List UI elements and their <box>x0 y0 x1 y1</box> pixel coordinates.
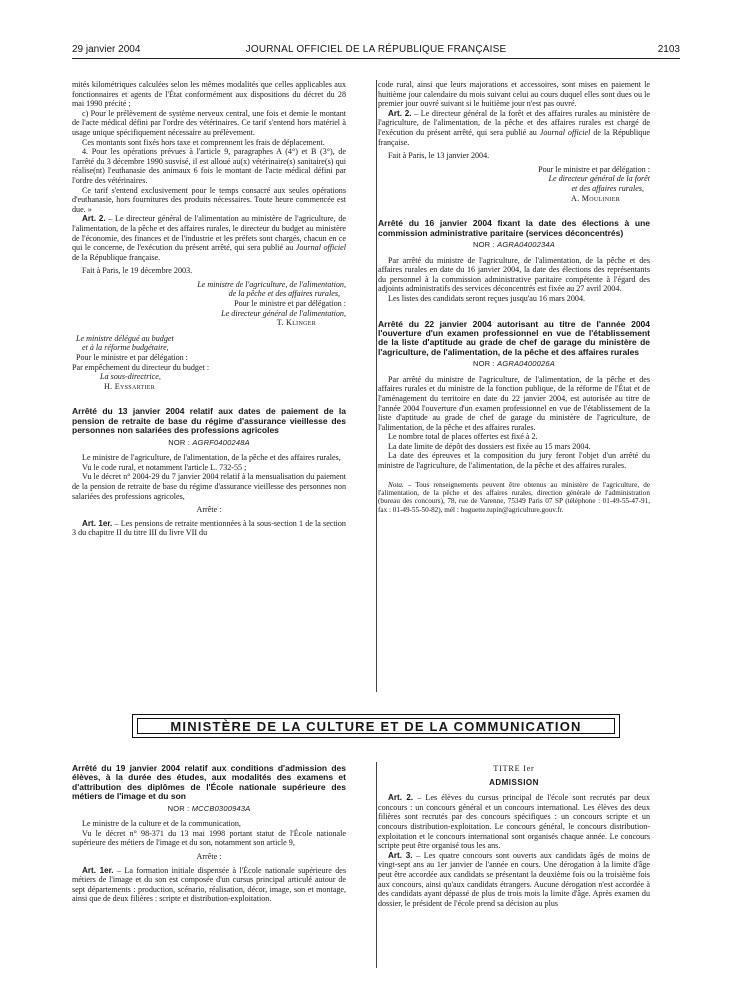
paragraph: Le nombre total de places offertes est fixé à 2. <box>388 432 538 442</box>
signature-line: Le directeur général de l'alimentation, <box>221 308 346 318</box>
running-head <box>72 44 680 58</box>
signature-line: Pour le ministre et par délégation : <box>538 164 650 174</box>
paragraph: 4. Pour les opérations prévues à l'article 9, paragraphes A (4°) et B (3°), de l'arrêté du 3 décembre 1990 susvisé, il est alloué au(x) vétérinaire(s) sanitaire(s) qui réalise(nt) l'euthanasie des animaux 6 fois le montant de l'acte médical défini par l'ordre des vétérinaires. <box>72 147 346 185</box>
date-line: Fait à Paris, le 13 janvier 2004. <box>388 151 490 161</box>
column-4 <box>378 764 650 908</box>
note <box>378 481 650 514</box>
article-text: – Les quatre concours sont ouverts aux candidats âgés de moins de vingt-sept ans au 1er janvier de l'année en cours. Une dérogation à la limite d'âge peut être accordée aux candidats se présentant la deuxième fois ou la troisième fois aux concours, ainsi qu'aux candidats étrangers. Aucune dérogation n'est accordée à des candidats ayant dépassé de plus de trois mois la limite d'âge. Après examen du dossier, le président de l'école prend sa décision au plus <box>378 850 650 908</box>
article-2 <box>378 793 650 851</box>
article-label: Art. 1er. <box>82 518 113 528</box>
signature-line: Par empêchement du directeur du budget : <box>72 362 210 372</box>
ministry-banner <box>132 714 620 738</box>
journal-title: JOURNAL OFFICIEL DE LA RÉPUBLIQUE FRANÇAISE <box>245 44 507 55</box>
note-text: – Tous renseignements peuvent être obtenus au ministère de l'agriculture, de l'alimentation, de la pêche et des affaires rurales, direction générale de l'administration (bureau des concours), 78, rue de Varenne, 75349 Paris 07 SP (téléphone : 01-49-55-47-91, fax : 01-49-55-50-82), mél : huguette.tupin@agriculture.gouv.fr. <box>378 480 650 514</box>
paragraph: Le ministre de l'agriculture, de l'alimentation, de la pêche et des affaires rurales, <box>82 453 341 463</box>
article-text: – Les pensions de retraite mentionnées à la sous-section 1 de la section 3 du chapitre II du titre III du livre VII du <box>72 518 346 538</box>
nor-label: NOR : <box>168 437 193 447</box>
nor-reference <box>378 240 650 250</box>
decree-title: Arrêté du 19 janvier 2004 relatif aux conditions d'admission des élèves, à la durée des études, aux modalités des examens et d'attribution des diplômes de l'École nationale supérieure des métiers de l'image et du son <box>72 763 346 802</box>
column-divider <box>376 762 377 968</box>
signature-line: Le directeur général de la forêt <box>548 174 650 184</box>
arrete-heading: Arrête : <box>196 852 222 861</box>
article-text-end: de la République française. <box>72 252 161 262</box>
paragraph: Vu le décret n° 2004-29 du 7 janvier 2004 relatif à la mensualisation du paiement de la pension de retraite de base du régime d'assurance vieillesse des personnes non salariées des professions agricoles, <box>72 472 346 501</box>
paragraph: c) Pour le prélèvement de système nerveux central, une fois et demie le montant de l'acte médical défini par l'ordre des vétérinaires. Ce tarif s'entend hors matériel à usage unique spécifiquement nécessaire au prélèvement. <box>72 108 346 137</box>
ministry-heading: MINISTÈRE DE LA CULTURE ET DE LA COMMUNICATION <box>170 718 582 734</box>
article-2 <box>378 109 650 147</box>
signature-line: La sous-directrice, <box>100 372 161 382</box>
nor-reference <box>378 359 650 369</box>
paragraph: mités kilométriques calculées selon les mêmes modalités que celles applicables aux fonctionnaires et agents de l'État conformément aux dispositions du décret du 28 mai 1990 précité ; <box>72 80 346 109</box>
paragraph: Par arrêté du ministre de l'agriculture, de l'alimentation, de la pêche et des affaires rurales en date du 16 janvier 2004, la date des élections des représentants du personnel à la commission administrative paritaire compétente à l'égard des adjoints administratifs des services déconcentrés est fixée au 27 avril 2004. <box>378 255 650 294</box>
article-text: – Le directeur général de l'alimentation au ministère de l'agriculture, de l'alimentation, de la pêche et des affaires rurales, le directeur du budget au ministère de l'économie, des finances et de l'industrie et les préfets sont chargés, chacun en ce qui le concerne, de l'exécution du présent arrêté, qui sera publié au <box>72 214 346 253</box>
paragraph: Le ministre de la culture et de la communication, <box>82 819 241 829</box>
paragraph: Ce tarif s'entend exclusivement pour le temps consacré aux seules opérations d'euthanasie, hors fournitures des produits nécessaires. Toute heure commencée est due. » <box>72 185 346 214</box>
article-1 <box>72 866 346 904</box>
note-label: Nota. <box>388 480 404 489</box>
column-1 <box>72 80 346 538</box>
header-rule <box>72 58 680 59</box>
signature-line: Le ministre de l'agriculture, de l'alimentation, <box>197 279 346 289</box>
signature-line: Le ministre délégué au budget <box>76 333 174 343</box>
article-text: – Les élèves du cursus principal de l'école sont recrutés par deux concours : un concours général et un concours international. Les élèves des deux filières sont recrutés par des concours spécifiques : un concours scripte et un concours distribution-exploitation. Le concours général, le concours distribution-exploitation et le concours international sont organisés chaque année. Le concours scripte peut être organisé tous les ans. <box>378 793 650 851</box>
journal-ref: Journal officiel <box>539 127 591 137</box>
banner-inner-frame <box>137 718 615 734</box>
signature-line: de la pêche et des affaires rurales, <box>228 289 340 299</box>
signature-block <box>378 165 650 203</box>
paragraph: Par arrêté du ministre de l'agriculture, de l'alimentation, de la pêche et des affaires rurales et du ministre de la fonction publique, de la réforme de l'État et de l'aménagement du territoire en date du 22 janvier 2004, est autorisée au titre de l'année 2004 l'ouverture d'un examen professionnel en vue de l'établissement de la liste d'aptitude au grade de chef de garage du ministère de l'agriculture, de l'alimentation, de la pêche et des affaires rurales. <box>378 374 650 432</box>
article-label: Art. 2. <box>388 793 414 803</box>
signature-block-1 <box>72 280 346 328</box>
journal-ref: Journal officiel <box>295 243 346 253</box>
signature-line: et à la réforme budgétaire, <box>82 343 169 353</box>
signatory-name: H. Eyssartier <box>104 381 156 391</box>
section-heading: ADMISSION <box>489 777 539 787</box>
article-label: Art. 2. <box>82 214 106 224</box>
nor-code: AGRA0400234A <box>497 239 555 249</box>
column-2 <box>378 80 650 514</box>
article-label: Art. 3. <box>388 850 413 860</box>
paragraph: Vu le code rural, et notamment l'article L. 732-55 ; <box>82 462 247 472</box>
paragraph: Vu le décret n° 98-371 du 13 mai 1998 portant statut de l'École nationale supérieure des métiers de l'image et du son, notamment son article 9, <box>72 828 346 848</box>
title-heading: TITRE Ier <box>493 764 535 773</box>
nor-label: NOR : <box>473 359 498 369</box>
paragraph: Ces montants sont fixés hors taxe et comprennent les frais de déplacement. <box>82 137 325 147</box>
issue-date: 29 janvier 2004 <box>72 44 141 55</box>
date-line: Fait à Paris, le 19 décembre 2003. <box>82 266 193 276</box>
page-number: 2103 <box>657 44 680 55</box>
signatory-name: A. Moulinier <box>570 193 620 203</box>
column-3 <box>72 764 346 904</box>
article-label: Art. 1er. <box>82 865 114 875</box>
article-label: Art. 2. <box>388 108 412 118</box>
decree-title: Arrêté du 16 janvier 2004 fixant la date des élections à une commission administrative paritaire (services déconcentrés) <box>378 218 650 238</box>
nor-code: AGRF0400248A <box>192 437 250 447</box>
nor-label: NOR : <box>473 239 498 249</box>
paragraph: code rural, ainsi que leurs majorations et accessoires, sont mises en paiement le huitième jour calendaire du mois suivant celui au cours duquel elles sont dues ou le premier jour ouvré suivant si le huitième jour n'est pas ouvré. <box>378 80 650 109</box>
arrete-heading: Arrête : <box>196 505 222 515</box>
signature-line: Pour le ministre et par délégation : <box>76 353 188 363</box>
nor-reference <box>72 804 346 814</box>
nor-reference <box>72 438 346 448</box>
nor-label: NOR : <box>167 803 192 813</box>
decree-title: Arrêté du 13 janvier 2004 relatif aux dates de paiement de la pension de retraite de base du régime d'assurance vieillesse des personnes non salariées des professions agricoles <box>72 406 346 436</box>
column-divider <box>376 80 377 692</box>
signature-block-2 <box>72 334 346 392</box>
nor-code: AGRA0400026A <box>497 359 555 369</box>
signature-line: Pour le ministre et par délégation : <box>234 299 346 309</box>
article-text: – La formation initiale dispensée à l'École nationale supérieure des métiers de l'image et du son est composée d'un cursus principal articulé autour de sept départements : production, scénario, réalisation, décor, image, son et montage, ainsi que de deux filières : scripte et distribution-exploitation. <box>72 865 346 904</box>
article-3 <box>378 851 650 909</box>
signature-line: et des affaires rurales, <box>571 183 644 193</box>
article-2 <box>72 214 346 262</box>
paragraph: La date des épreuves et la composition du jury feront l'objet d'un arrêté du ministre de l'agriculture, de l'alimentation, de la pêche et des affaires rurales. <box>378 451 650 471</box>
nor-code: MCCB0300943A <box>191 803 251 813</box>
paragraph: Les listes des candidats seront reçues jusqu'au 16 mars 2004. <box>388 293 586 303</box>
signatory-name: T. Klinger <box>276 318 316 328</box>
decree-title: Arrêté du 22 janvier 2004 autorisant au titre de l'année 2004 l'ouverture d'un examen professionnel en vue de l'établissement de la liste d'aptitude au grade de chef de garage du ministère de l'agriculture, de l'alimentation, de la pêche et des affaires rurales <box>378 318 650 357</box>
article-1 <box>72 519 346 538</box>
article-text-end: de la République française. <box>378 127 650 147</box>
paragraph: La date limite de dépôt des dossiers est fixée au 15 mars 2004. <box>388 441 591 451</box>
article-text: – Le directeur général de la forêt et des affaires rurales au ministère de l'agriculture, de l'alimentation, de la pêche et des affaires rurales est chargé de l'exécution du présent arrêté, qui sera publié au <box>378 108 650 137</box>
